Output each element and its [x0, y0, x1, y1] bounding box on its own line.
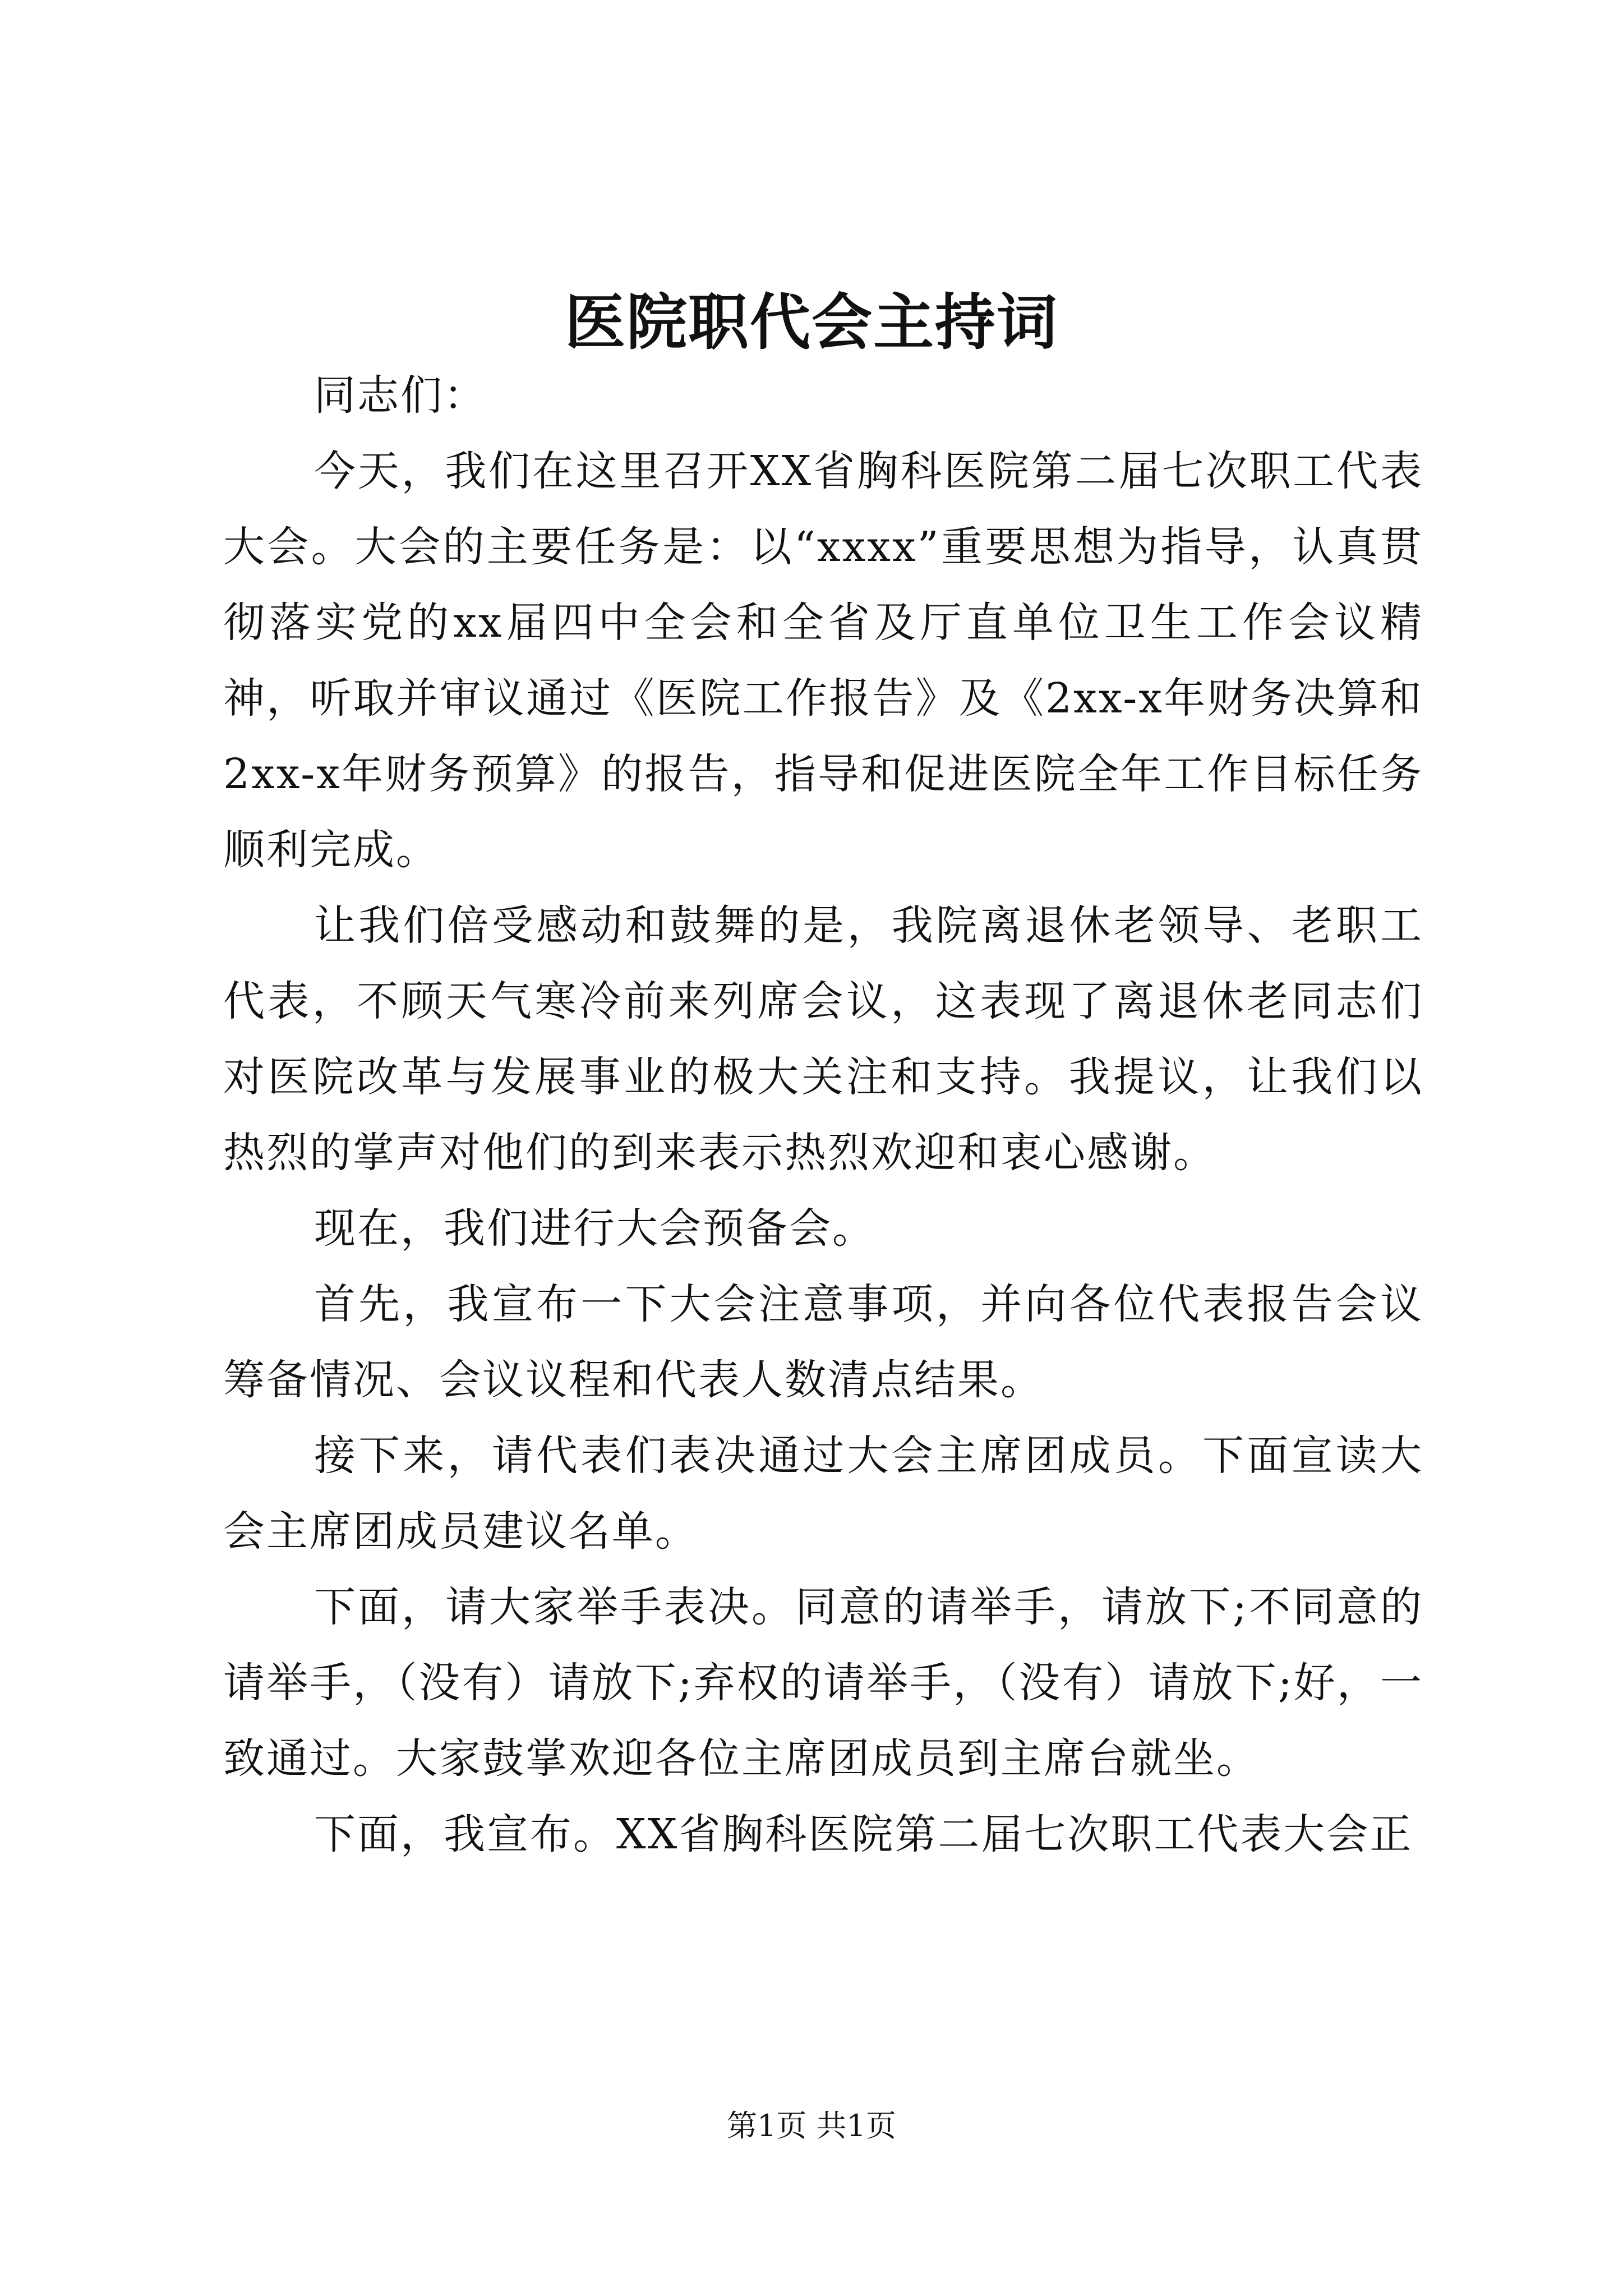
- preparatory-meeting-paragraph: 现在，我们进行大会预备会。: [314, 1204, 875, 1253]
- document-title: 医院职代会主持词: [564, 287, 1058, 358]
- presidium-vote-paragraph: 接下来，请代表们表决通过大会主席团成员。下面宣读大会主席团成员建议名单。: [223, 1432, 1423, 1556]
- meeting-intro-paragraph: 今天，我们在这里召开XX省胸科医院第二届七次职工代表大会。大会的主要任务是：以“xxxx”重要思想为指导，认真贯彻落实党的xx届四中全会和全省及厅直单位卫生工作会议精神，听取并审议通过《医院工作报告》及《2xx-x年财务决算和2xx-x年财务预算》的报告，指导和促进医院全年工作目标任务顺利完成。: [223, 447, 1423, 874]
- page-number-footer: 第1页 共1页: [727, 2108, 896, 2143]
- document-body: [223, 358, 1423, 1872]
- salutation-paragraph: 同志们：: [314, 371, 487, 420]
- welcome-retirees-paragraph: 让我们倍受感动和鼓舞的是，我院离退休老领导、老职工代表，不顾天气寒冷前来列席会议，这表现了离退休老同志们对医院改革与发展事业的极大关注和支持。我提议，让我们以热烈的掌声对他们的到来表示热烈欢迎和衷心感谢。: [223, 901, 1423, 1177]
- announcements-paragraph: 首先，我宣布一下大会注意事项，并向各位代表报告会议筹备情况、会议议程和代表人数清点结果。: [223, 1280, 1423, 1404]
- show-of-hands-paragraph: 下面，请大家举手表决。同意的请举手，请放下;不同意的请举手，（没有）请放下;弃权的请举手，（没有）请放下;好，一致通过。大家鼓掌欢迎各位主席团成员到主席台就坐。: [223, 1583, 1423, 1783]
- opening-announcement-paragraph: 下面，我宣布。XX省胸科医院第二届七次职工代表大会正: [314, 1810, 1413, 1858]
